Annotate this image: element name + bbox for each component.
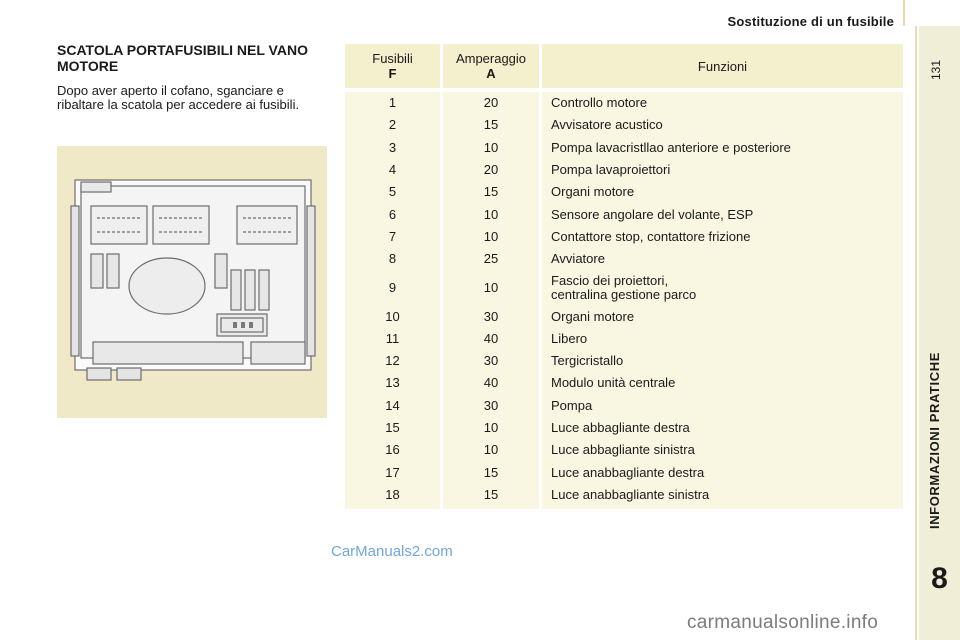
fuse-function: Pompa [541,395,904,417]
fuse-amperage: 20 [442,159,541,181]
fuse-function: Contattore stop, contattore frizione [541,226,904,248]
fuse-number: 3 [345,137,442,159]
table-row [345,90,903,114]
fuse-amperage: 15 [442,114,541,136]
page-header-title: Sostituzione di un fusibile [727,14,894,29]
fuse-table [345,44,903,509]
fuse-amperage: 30 [442,395,541,417]
table-row [345,350,903,372]
table-row [345,484,903,509]
fuse-number: 1 [345,90,442,114]
fuse-number: 11 [345,328,442,350]
table-row [345,439,903,461]
fuse-amperage: 30 [442,305,541,327]
fuse-function: Luce anabbagliante sinistra [541,484,904,509]
table-row [345,270,903,305]
section-title: SCATOLA PORTAFUSIBILI NEL VANO MOTORE [57,42,308,74]
fuse-amperage: 25 [442,248,541,270]
column-header-functions: Funzioni [541,44,904,90]
fuse-amperage: 15 [442,461,541,483]
column-header-fuse: Fusibili F [345,44,442,90]
header-rule [903,0,905,26]
table-header-row [345,44,903,90]
fuse-function [541,270,904,305]
fuse-function: Organi motore [541,181,904,203]
fuse-number: 14 [345,395,442,417]
fuse-function: Sensore angolare del volante, ESP [541,203,904,225]
intro-paragraph: Dopo aver aperto il cofano, sganciare e ribaltare la scatola per accedere ai fusibili. [57,83,300,112]
fuse-number: 15 [345,417,442,439]
fuse-function: Organi motore [541,305,904,327]
fuse-amperage: 40 [442,372,541,394]
table-row [345,417,903,439]
table-row [345,203,903,225]
fuse-amperage: 10 [442,439,541,461]
fuse-number: 13 [345,372,442,394]
table-row [345,114,903,136]
table-row [345,159,903,181]
fuse-function: Pompa lavaproiettori [541,159,904,181]
fuse-number: 4 [345,159,442,181]
chapter-number: 8 [931,562,948,595]
fuse-function: Libero [541,328,904,350]
table-row [345,395,903,417]
fuse-function: Modulo unità centrale [541,372,904,394]
footer-watermark: carmanualsonline.info [687,612,879,633]
fuse-function-line-2: centralina gestione parco [551,286,697,302]
table-row [345,372,903,394]
fuse-number: 12 [345,350,442,372]
fuse-amperage: 20 [442,90,541,114]
table-row [345,226,903,248]
fuse-function: Luce abbagliante sinistra [541,439,904,461]
fuse-number: 5 [345,181,442,203]
table-row [345,137,903,159]
fuse-function: Avviatore [541,248,904,270]
fuse-number: 10 [345,305,442,327]
fuse-number: 16 [345,439,442,461]
table-row [345,305,903,327]
fuse-number: 7 [345,226,442,248]
fuse-function: Luce abbagliante destra [541,417,904,439]
fuse-function: Luce anabbagliante destra [541,461,904,483]
fuse-amperage: 15 [442,181,541,203]
fuse-amperage: 10 [442,137,541,159]
fuse-number: 6 [345,203,442,225]
fuse-box-drawing [57,146,327,418]
watermark-link[interactable]: CarManuals2.com [331,543,453,560]
fuse-function: Pompa lavacristllao anteriore e posteriore [541,137,904,159]
fuse-number: 9 [345,270,442,305]
fuse-number: 17 [345,461,442,483]
fuse-number: 8 [345,248,442,270]
side-tab-rule [915,26,917,640]
chapter-section-label: INFORMAZIONI PRATICHE [927,351,943,529]
fuse-amperage: 10 [442,226,541,248]
fuse-function: Avvisatore acustico [541,114,904,136]
fuse-amperage: 15 [442,484,541,509]
table-row [345,248,903,270]
fuse-amperage: 10 [442,203,541,225]
table-row [345,328,903,350]
fuse-box-illustration [57,146,327,418]
fuse-number: 2 [345,114,442,136]
page-number: 131 [929,59,943,81]
fuse-amperage: 30 [442,350,541,372]
fuse-number: 18 [345,484,442,509]
fuse-function-line-1: Fascio dei proiettori, [551,272,669,288]
table-row [345,181,903,203]
fuse-function: Controllo motore [541,90,904,114]
fuse-amperage: 40 [442,328,541,350]
fuse-function: Tergicristallo [541,350,904,372]
fuse-amperage: 10 [442,417,541,439]
table-row [345,461,903,483]
fuse-amperage: 10 [442,270,541,305]
column-header-amperage: Amperaggio A [442,44,541,90]
